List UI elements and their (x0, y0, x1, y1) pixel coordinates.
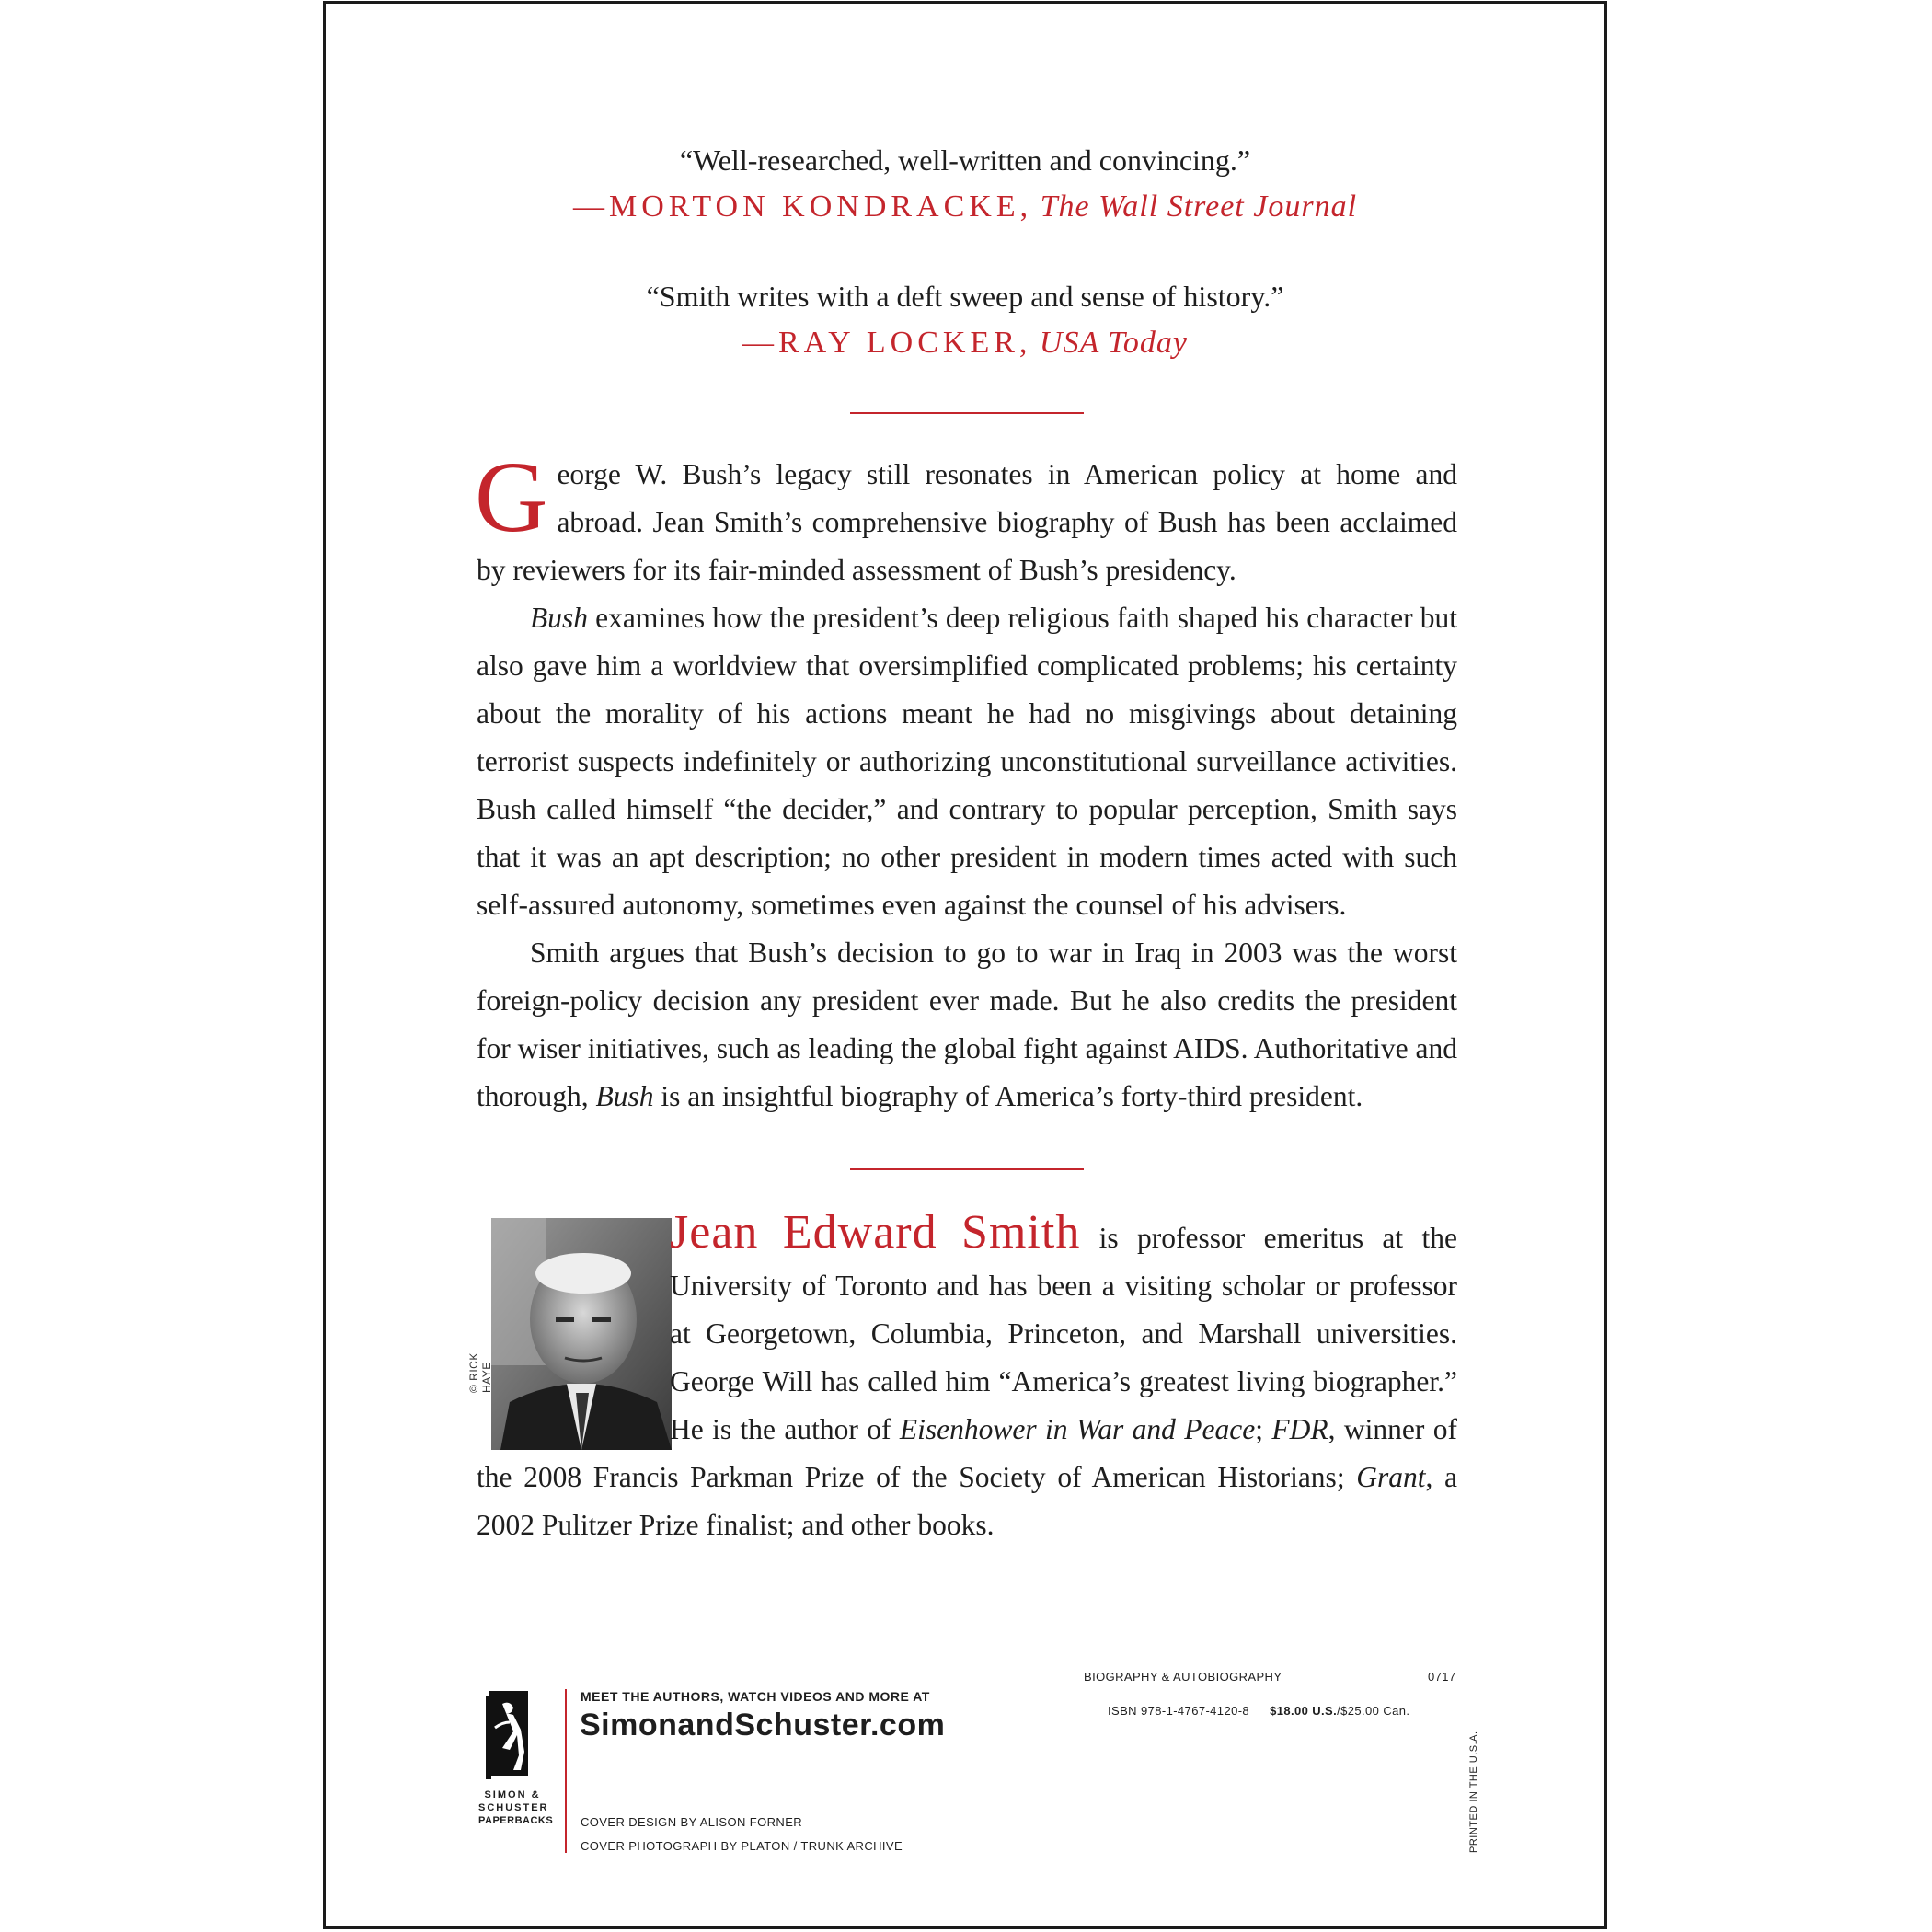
price-us: $18.00 U.S. (1270, 1704, 1338, 1718)
quote-text: “Smith writes with a deft sweep and sense of history.” (646, 280, 1284, 313)
quote-author: —MORTON KONDRACKE, (572, 190, 1033, 224)
author-name: Jean Edward Smith (670, 1206, 1081, 1259)
promo-text: MEET THE AUTHORS, WATCH VIDEOS AND MORE AT (581, 1689, 930, 1704)
quote-source: The Wall Street Journal (1040, 190, 1358, 224)
divider-rule (850, 1168, 1084, 1170)
photo-spacer (477, 1209, 670, 1446)
cover-design-credit: COVER DESIGN BY ALISON FORNER (581, 1815, 803, 1829)
book-title: FDR (1271, 1413, 1328, 1445)
book-description (475, 441, 1457, 1121)
book-title: Eisenhower in War and Peace (899, 1413, 1256, 1445)
description-paragraph-1: George W. Bush’s legacy still resonates in American policy at home and abroad. Jean Smith’s comprehensive biography of Bush has been acclaimed by reviewers for its fair-minded assessment of Bush’s presidency. (475, 441, 1457, 586)
isbn: ISBN 978-1-4767-4120-8 (1108, 1704, 1250, 1718)
divider-rule (850, 412, 1084, 414)
book-title: Grant (1356, 1461, 1426, 1493)
catalog-code: 0717 (1428, 1670, 1456, 1684)
publisher-website-link[interactable]: SimonandSchuster.com (580, 1708, 946, 1742)
footer-divider (565, 1689, 567, 1853)
drop-cap: G (475, 441, 548, 553)
book-back-cover (323, 1, 1607, 1929)
photo-credit: © RICK HAYE (467, 1352, 493, 1393)
author-bio-paragraph: Jean Edward Smith is professor emeritus at the University of Toronto and has been a visiting scholar or professor at Georgetown, Columbia, Princeton, and Marshall universities. George Will has called him “America’s greatest living biographer.” He is the author of Eisenhower in War and Peace; FDR, winner of the 2008 Francis Parkman Prize of the Society of American Historians; Grant, a 2002 Pulitzer Prize finalist; and other books. (477, 1206, 1458, 1541)
cover-photo-credit: COVER PHOTOGRAPH BY PLATON / TRUNK ARCHIVE (581, 1839, 903, 1853)
author-bio (477, 1206, 1458, 1549)
publisher-name: SIMON & SCHUSTER PAPERBACKS (478, 1789, 554, 1826)
quote-attribution (326, 188, 1604, 226)
book-title: Bush (595, 1080, 654, 1112)
description-paragraph-3: Smith argues that Bush’s decision to go to war in Iraq in 2003 was the worst foreign-policy decision any president ever made. But he also credits the president for wiser initiatives, such as leading the global fight against AIDS. Authoritative and thorough, Bush is an insightful biography of America’s forty-third president. (477, 937, 1457, 1112)
book-title: Bush (530, 602, 588, 634)
price-can: /$25.00 Can. (1337, 1704, 1410, 1718)
quote-author: —RAY LOCKER, (742, 326, 1032, 360)
category-label: BIOGRAPHY & AUTOBIOGRAPHY (1084, 1670, 1282, 1684)
price-line (1108, 1704, 1409, 1718)
printed-in-label: PRINTED IN THE U.S.A. (1468, 1731, 1479, 1853)
review-quote-1 (326, 142, 1604, 226)
publisher-logo (478, 1691, 552, 1827)
quote-attribution (326, 324, 1604, 362)
description-paragraph-2: Bush examines how the president’s deep religious faith shaped his character but also gave him a worldview that oversimplified complicated problems; his certainty about the morality of his actions meant he had no misgivings about detaining terrorist suspects indefinitely or authorizing unconstitutional surveillance activities. Bush called himself “the decider,” and contrary to popular perception, Smith says that it was an apt description; no other president in modern times acted with such self-assured autonomy, sometimes even against the counsel of his advisers. (477, 602, 1457, 921)
quote-source: USA Today (1039, 326, 1188, 360)
quote-text: “Well-researched, well-written and convincing.” (679, 144, 1251, 177)
review-quote-2 (326, 278, 1604, 362)
sower-logo-icon (486, 1691, 532, 1779)
